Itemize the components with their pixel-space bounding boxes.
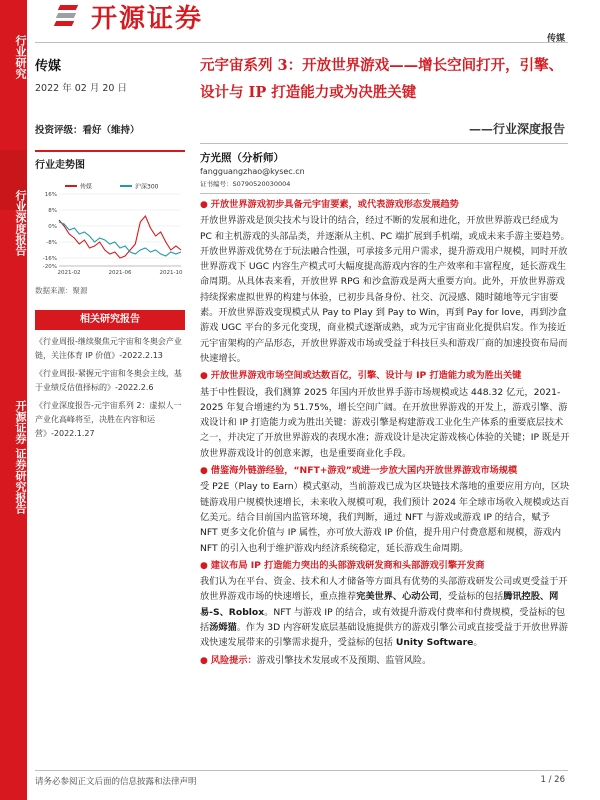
section-heading: 开放世界游戏初步具备元宇宙要素，或代表游戏形态发展趋势	[210, 199, 459, 210]
chart-source: 数据来源：聚源	[35, 286, 88, 295]
section-text: 。NFT 与游戏 IP 的结合，或有效提升游戏付费率和付费规模，受益标的包括	[200, 606, 566, 634]
section-text: 。	[473, 637, 483, 649]
section-heading: 开放世界游戏市场空间或达数百亿，引擎、设计与 IP 打造能力或为胜出关键	[210, 370, 522, 382]
section-text: 。作为 3D 内容研发底层基础设施提供方的游戏引擎公司或直接受益于开放世界游戏快速发展带来的引擎需求提升，受益标的包括	[200, 622, 568, 649]
related-report-item[interactable]: 《行业周报-继续聚焦元宇宙和冬奥会产业链，关注体育 IP 价值》-2022.2.13	[35, 337, 182, 360]
legend-label: 传媒	[80, 183, 93, 191]
footer-disclaimer: 请务必参阅正文后面的信息披露和法律声明	[35, 777, 197, 787]
bullet-icon: ●	[200, 560, 208, 571]
chart-title: 行业走势图	[35, 150, 185, 171]
related-report-item[interactable]: 《行业深度报告-元宇宙系列 2：虚拟人一产业化高峰将至，决胜在内容和运营》-2022.1.27	[35, 401, 182, 438]
sidebar-label-brand: 开源证券 证券研究报告	[14, 400, 27, 514]
bullet-icon: ●	[200, 466, 208, 477]
investment-rating: 投资评级：看好（维持）	[35, 125, 140, 136]
analyst-certificate: 证书编号：S0790520030004	[200, 180, 291, 188]
analyst-divider	[200, 193, 430, 194]
risk-text: 游戏引擎技术发展或不及预期、监管风险。	[256, 654, 432, 666]
y-tick-label: 0%	[48, 224, 57, 230]
logo-text: 开源证券	[91, 3, 204, 34]
series-line-csi300	[59, 222, 181, 256]
recommended-stocks: 完美世界、心动公司	[356, 591, 439, 603]
sidebar-label-research: 行业研究	[14, 35, 27, 79]
section-market-size	[200, 368, 570, 461]
x-tick-label: 2021-10	[159, 270, 183, 276]
logo-mark-icon	[55, 3, 85, 29]
section-recommendation	[200, 558, 570, 651]
industry-trend-chart	[35, 180, 185, 280]
bullet-icon: ●	[200, 371, 208, 382]
report-date: 2022 年 02 月 20 日	[35, 83, 127, 94]
y-tick-label: 8%	[48, 208, 57, 214]
analyst-email[interactable]: fangguangzhao@kysec.cn	[200, 167, 305, 176]
section-nft-games	[200, 463, 570, 556]
analyst-block	[200, 150, 570, 190]
section-heading: 借鉴海外链游经验，“NFT+游戏”或进一步放大国内开放世界游戏市场规模	[210, 465, 518, 477]
trend-chart-svg	[35, 180, 185, 280]
footer-divider	[35, 770, 568, 771]
analyst-name: 方光照（分析师）	[200, 152, 284, 164]
header-industry-tag: 传媒	[546, 34, 565, 44]
beneficiary-stocks: Unity Software	[395, 637, 474, 649]
beneficiary-stocks: 腾讯控股、网易-S、Roblox	[200, 591, 559, 618]
header-divider	[35, 42, 568, 43]
title-divider	[200, 143, 568, 144]
brand-logo	[55, 2, 204, 34]
risk-heading: 风险提示：	[210, 654, 257, 666]
related-reports-heading: 相关研究报告	[35, 310, 185, 330]
y-tick-label: -20%	[42, 264, 57, 270]
sidebar-label-report-type: 行业深度报告	[14, 190, 27, 256]
bullet-icon: ●	[200, 655, 208, 666]
section-text: 受 P2E（Play to Earn）模式驱动，当前游戏已成为区块链技术落地的重要应用方向，区块链游戏用户规模快速增长，未来收入规模可观，我们预计 2024 年全球市场收入规模或达百亿美元。结合目前国内监管环境，我们判断，通过 NFT 与游戏或游戏 IP 的结合，赋予 NFT 更多文化价值与 IP 属性，亦可放大游戏 IP 价值，提升用户付费意愿和规模，游戏内 NFT 的引入也利于维护游戏内经济系统稳定，延长游戏生命周期。	[200, 481, 570, 554]
industry-name: 传媒	[35, 59, 62, 74]
section-text: 基于中性假设，我们测算 2025 年国内开放世界手游市场规模或达 448.32 亿元，2021-2025 年复合增速约为 51.75%，增长空间广阔。在开放世界游戏的开发上，游戏引擎、游戏设计和 IP 打造能力或为胜出关键：游戏引擎是构建游戏工业化生产体系的重要底层技术之一，并决定了开放世界游戏的表现水准；游戏设计是决定游戏核心体验的关键；IP 既是开放世界游戏设计的创意来源，也是重要商业化手段。	[200, 386, 570, 459]
y-tick-label: -16%	[42, 256, 57, 262]
section-risk	[200, 653, 570, 669]
related-reports-list	[35, 335, 185, 445]
legend-label: 沪深300	[135, 183, 159, 191]
beneficiary-stocks: 汤姆猫	[209, 622, 237, 634]
series-line-media	[59, 216, 181, 258]
page-number: 1 / 26	[540, 775, 565, 785]
y-tick-label: 16%	[44, 192, 57, 198]
y-tick-label: -8%	[46, 240, 57, 246]
related-report-item[interactable]: 《行业周报-紧握元宇宙和冬奥会主线，基于业绩反估值择标的》-2022.2.6	[35, 369, 182, 392]
section-text: 开放世界游戏是顶尖技术与设计的结合，经过不断的发展和进化，开放世界游戏已经成为 PC 和主机游戏的头部品类，并逐渐从主机、PC 端扩展到手机端，或成未来手游主要趋势。开放世界游戏优势在于玩法融合性强，可承接多元用户需求，提升游戏用户规模，同时开放世界游戏下 UGC 内容生产模式可大幅度提高游戏内容的生产效率和丰富程度，延长游戏生命周期。从具体表来看，开放世界 RPG 和沙盒游戏是两大重要方向。此外，开放世界游戏持续探索虚拟世界的构建与体验，已初步具备身份、社交、沉浸感、随时随地等元宇宙要素。开放世界游戏变现模式从 Pay to Play 到 Pay to Win，再到 Pay for love，再到沙盒游戏 UGC 平台的多元化变现，商业模式逐渐成熟，或为元宇宙商业化提供启发。作为接近元宇宙架构的产品形态，开放世界游戏市场或受益于科技巨头和游戏厂商的加速投资布局而快速增长。	[200, 215, 570, 364]
report-body	[200, 197, 570, 671]
report-title: 元宇宙系列 3：开放世界游戏——增长空间打开，引擎、设计与 IP 打造能力或为决胜关键	[200, 57, 564, 101]
report-subtitle: ——行业深度报告	[468, 122, 565, 136]
left-color-strip	[0, 0, 27, 800]
x-tick-label: 2021-06	[108, 270, 132, 276]
section-text: ，受益标的包括	[438, 591, 504, 603]
bullet-icon: ●	[200, 200, 208, 210]
section-heading: 建议布局 IP 打造能力突出的头部游戏研发商和头部游戏引擎开发商	[210, 559, 485, 571]
section-open-world	[200, 197, 570, 366]
section-text: 我们认为在平台、资金、技术和人才储备等方面具有优势的头部游戏研发公司或更受益于开放世界游戏市场的快速增长，重点推荐	[200, 576, 568, 603]
x-tick-label: 2021-02	[57, 270, 81, 276]
